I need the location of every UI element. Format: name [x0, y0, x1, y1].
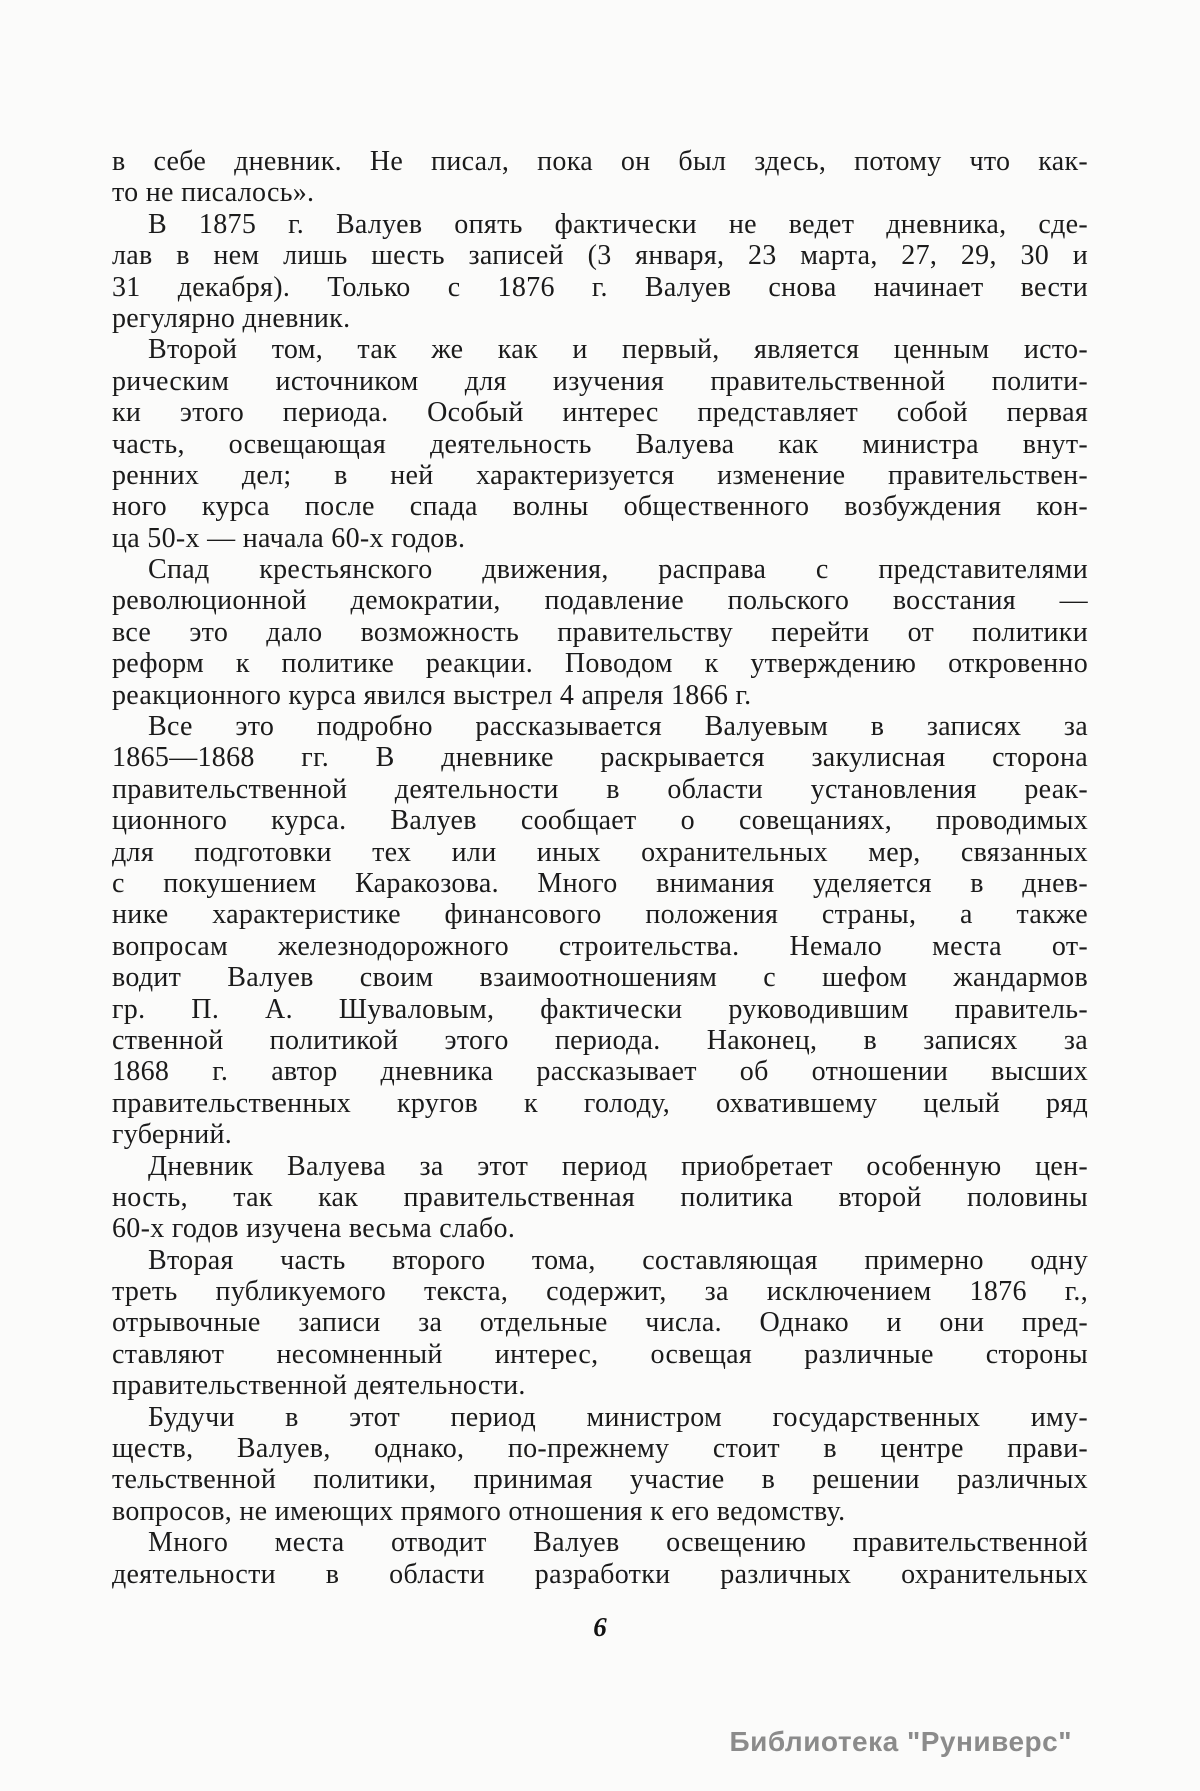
text-line: рическим источником для изучения правительственной полити- — [112, 365, 1088, 397]
text-line: реформ к политике реакции. Поводом к утверждению откровенно — [112, 648, 1088, 680]
paragraph — [112, 209, 1088, 335]
text-line: ного курса после спада волны общественного возбуждения кон- — [112, 491, 1088, 523]
text-line: В 1875 г. Валуев опять фактически не ведет дневника, сде- — [148, 208, 1088, 240]
paragraph — [112, 334, 1088, 554]
text-line: водит Валуев своим взаимоотношениям с шефом жандармов — [112, 962, 1088, 994]
text-line: лав в нем лишь шесть записей (3 января, 23 марта, 27, 29, 30 и — [112, 240, 1088, 272]
text-line: правительственных кругов к голоду, охватившему целый ряд — [112, 1087, 1088, 1119]
text-line: часть, освещающая деятельность Валуева как министра внут- — [112, 428, 1088, 460]
text-line: регулярно дневник. — [112, 302, 351, 334]
text-line: 1865—1868 гг. В дневнике раскрывается закулисная сторона — [112, 742, 1088, 774]
paragraph — [112, 711, 1088, 1150]
text-line: ставляют несомненный интерес, освещая различные стороны — [112, 1338, 1088, 1370]
text-line: отрывочные записи за отдельные числа. Однако и они пред- — [112, 1307, 1088, 1339]
text-line: Спад крестьянского движения, расправа с представителями — [148, 554, 1088, 586]
text-line: Дневник Валуева за этот период приобретает особенную цен- — [148, 1150, 1088, 1182]
text-line: ществ, Валуев, однако, по-прежнему стоит в центре прави- — [112, 1433, 1088, 1465]
paragraph — [112, 1151, 1088, 1245]
text-line: правительственной деятельности. — [112, 1370, 526, 1402]
text-line: губерний. — [112, 1119, 233, 1151]
text-line: правительственной деятельности в области установления реак- — [112, 773, 1088, 805]
text-line: Вторая часть второго тома, составляющая примерно одну — [148, 1244, 1088, 1276]
text-line: деятельности в области разработки различных охранительных — [112, 1558, 1088, 1590]
paragraph — [112, 1527, 1088, 1590]
text-line: вопросам железнодорожного строительства. Немало места от- — [112, 930, 1088, 962]
paragraph — [112, 1245, 1088, 1402]
page-number: 6 — [593, 1612, 607, 1642]
text-line: треть публикуемого текста, содержит, за исключением 1876 г., — [112, 1276, 1088, 1308]
text-block — [112, 146, 1088, 1590]
text-line: ца 50-х — начала 60-х годов. — [112, 522, 466, 554]
text-line: нике характеристике финансового положения страны, а также — [112, 899, 1088, 931]
paragraph — [112, 1402, 1088, 1528]
paragraph — [112, 146, 1088, 209]
text-line: вопросов, не имеющих прямого отношения к его ведомству. — [112, 1495, 846, 1527]
footer-watermark: Библиотека "Руниверс" — [729, 1726, 1072, 1757]
text-line: тельственной политики, принимая участие в решении различных — [112, 1464, 1088, 1496]
text-line: 1868 г. автор дневника рассказывает об отношении высших — [112, 1056, 1088, 1088]
text-line: ность, так как правительственная политика второй половины — [112, 1181, 1088, 1213]
text-line: Много места отводит Валуев освещению правительственной — [148, 1527, 1088, 1559]
text-line: с покушением Каракозова. Много внимания уделяется в днев- — [112, 867, 1088, 899]
text-line: 60-х годов изучена весьма слабо. — [112, 1213, 516, 1245]
text-line: ки этого периода. Особый интерес представляет собой первая — [112, 397, 1088, 429]
text-line: ренних дел; в ней характеризуется изменение правительствен- — [112, 459, 1088, 491]
text-line: в себе дневник. Не писал, пока он был здесь, потому что как- — [112, 146, 1088, 177]
text-line: 31 декабря). Только с 1876 г. Валуев снова начинает вести — [112, 271, 1088, 303]
paragraph — [112, 554, 1088, 711]
text-line: Все это подробно рассказывается Валуевым в записях за — [148, 711, 1088, 743]
text-line: ционного курса. Валуев сообщает о совещаниях, проводимых — [112, 805, 1088, 837]
text-line: ственной политикой этого периода. Наконец, в записях за — [112, 1024, 1088, 1056]
text-line: Будучи в этот период министром государственных иму- — [148, 1401, 1088, 1433]
text-line: то не писалось». — [112, 177, 315, 209]
text-line: революционной демократии, подавление польского восстания — — [112, 585, 1088, 617]
text-line: реакционного курса явился выстрел 4 апреля 1866 г. — [112, 679, 752, 711]
text-line: гр. П. А. Шуваловым, фактически руководившим правитель- — [112, 993, 1088, 1025]
text-line: все это дало возможность правительству перейти от политики — [112, 616, 1088, 648]
text-line: Второй том, так же как и первый, является ценным исто- — [148, 334, 1088, 366]
text-line: для подготовки тех или иных охранительных мер, связанных — [112, 836, 1088, 868]
